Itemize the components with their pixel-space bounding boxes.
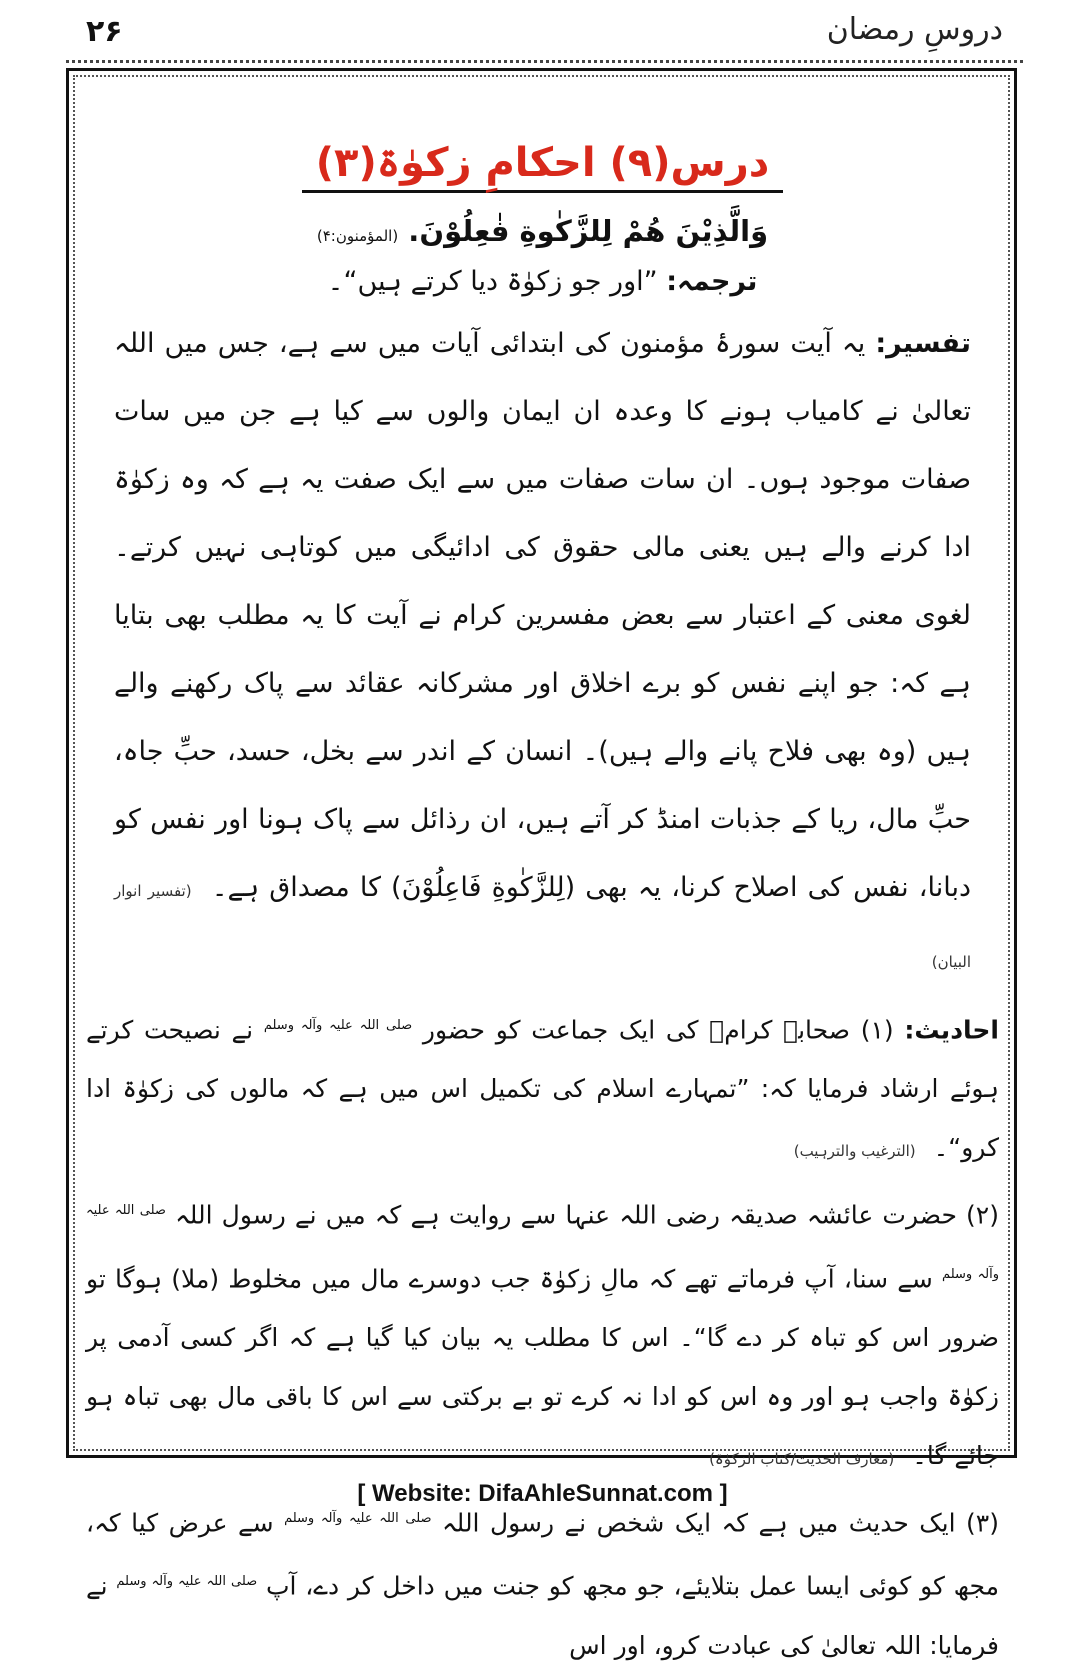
ahadith-label: احادیث:: [904, 1015, 999, 1045]
hadith-2-part-a: (۲) حضرت عائشہ صدیقہ رضی اللہ عنہا سے روایت ہے کہ میں نے رسول اللہ: [175, 1200, 999, 1230]
salutation-mark: صلی اللہ علیہ وآلہ وسلم: [86, 1203, 999, 1282]
title-wrap: [80, 140, 1005, 193]
salutation-mark: صلی اللہ علیہ وآلہ وسلم: [284, 1510, 432, 1526]
page-number: ۲۶: [86, 14, 123, 49]
ayah: [80, 207, 1005, 260]
book-title: دروسِ رمضان: [826, 12, 1003, 47]
hadith-3-part-a: (۳) ایک حدیث میں ہے کہ ایک شخص نے رسول اللہ: [442, 1508, 999, 1538]
tafsir-label: تفسیر:: [875, 328, 971, 359]
translation-label: ترجمہ:: [666, 266, 758, 297]
hadith-1: [80, 996, 1005, 1181]
hadith-1-source: (الترغیب والترہیب): [793, 1142, 916, 1161]
tafsir-text: یہ آیت سورۂ مؤمنون کی ابتدائی آیات میں سے ہے، جس میں اللہ تعالیٰ نے کامیاب ہونے کا وعدہ ان ایمان والوں سے کیا ہے جن میں سات صفات موجود ہوں۔ ان سات صفات میں سے ایک صفت یہ ہے کہ وہ زکوٰۃ ادا کرنے والے ہیں یعنی مالی حقوق کی ادائیگی میں کوتاہی نہیں کرتے۔ لغوی معنی کے اعتبار سے بعض مفسرین کرام نے آیت کا یہ مطلب بھی بتایا ہے کہ: جو اپنے نفس کو برے اخلاق اور مشرکانہ عقائد سے پاک رکھنے والے ہیں (وہ بھی فلاح پانے والے ہیں)۔ انسان کے اندر سے بخل، حسد، حبِّ جاہ، حبِّ مال، ریا کے جذبات امنڈ کر آتے ہیں، ان رذائل سے پاک ہونا اور نفس کو دبانا، نفس کی اصلاح کرنا، یہ بھی (لِلزَّكٰوةِ فَاعِلُوْنَ) کا مصداق ہے۔: [114, 328, 971, 903]
hadith-1-part-a: (۱) صحابہ کرامؓ کی ایک جماعت کو حضور: [422, 1015, 894, 1045]
tafsir-paragraph: [80, 310, 1005, 996]
website-footer: [ Website: DifaAhleSunnat.com ]: [357, 1480, 728, 1507]
hadith-1-part-b: نے نصیحت کرتے ہوئے ارشاد فرمایا کہ: ”تمہارے اسلام کی تکمیل اس میں ہے کہ مالوں کی زکوٰۃ ادا کرو“۔: [86, 1015, 999, 1163]
hadith-3-part-b: سے عرض کیا کہ، مجھ کو کوئی ایسا عمل بتلایئے، جو مجھ کو جنت میں داخل کر دے، آپ: [86, 1508, 1000, 1601]
hadith-2-source: (معارف الحدیث/کتاب الزکوٰۃ): [709, 1449, 895, 1468]
salutation-mark: صلی اللہ علیہ وآلہ وسلم: [263, 1018, 413, 1033]
translation: [80, 260, 1005, 304]
lesson-title: درس(۹) احکامِ زکوٰۃ(۳): [302, 140, 784, 193]
salutation-mark: صلی اللہ علیہ وآلہ وسلم: [116, 1574, 258, 1590]
hadith-2-part-b: سے سنا، آپ فرماتے تھے کہ مالِ زکوٰۃ جب دوسرے مال میں مخلوط (ملا) ہوگا تو ضرور اس کو تباہ کر دے گا“۔ اس کا مطلب یہ بیان کیا گیا ہے کہ اگر کسی آدمی پر زکوٰۃ واجب ہو اور وہ اس کو ادا نہ کرے تو بے برکتی سے اس کا باقی مال بھی تباہ ہو جائے گا۔: [86, 1263, 999, 1470]
hadith-3-part-c: نے فرمایا: اللہ تعالیٰ کی عبادت کرو، اور اس: [86, 1571, 999, 1660]
ayah-reference: (المؤمنون:۴): [316, 227, 399, 245]
hadith-3: [80, 1489, 1005, 1675]
ayah-text: وَالَّذِیْنَ هُمْ لِلزَّكٰوةِ فٰعِلُوْنَ.: [408, 214, 769, 248]
translation-text: ”اور جو زکوٰۃ دیا کرتے ہیں“۔: [327, 266, 658, 297]
header-rule: [66, 60, 1023, 63]
hadith-2: [80, 1181, 1005, 1489]
tafsir-source: (تفسیر انوار البیان): [114, 882, 971, 971]
page-content: [80, 140, 1005, 1675]
